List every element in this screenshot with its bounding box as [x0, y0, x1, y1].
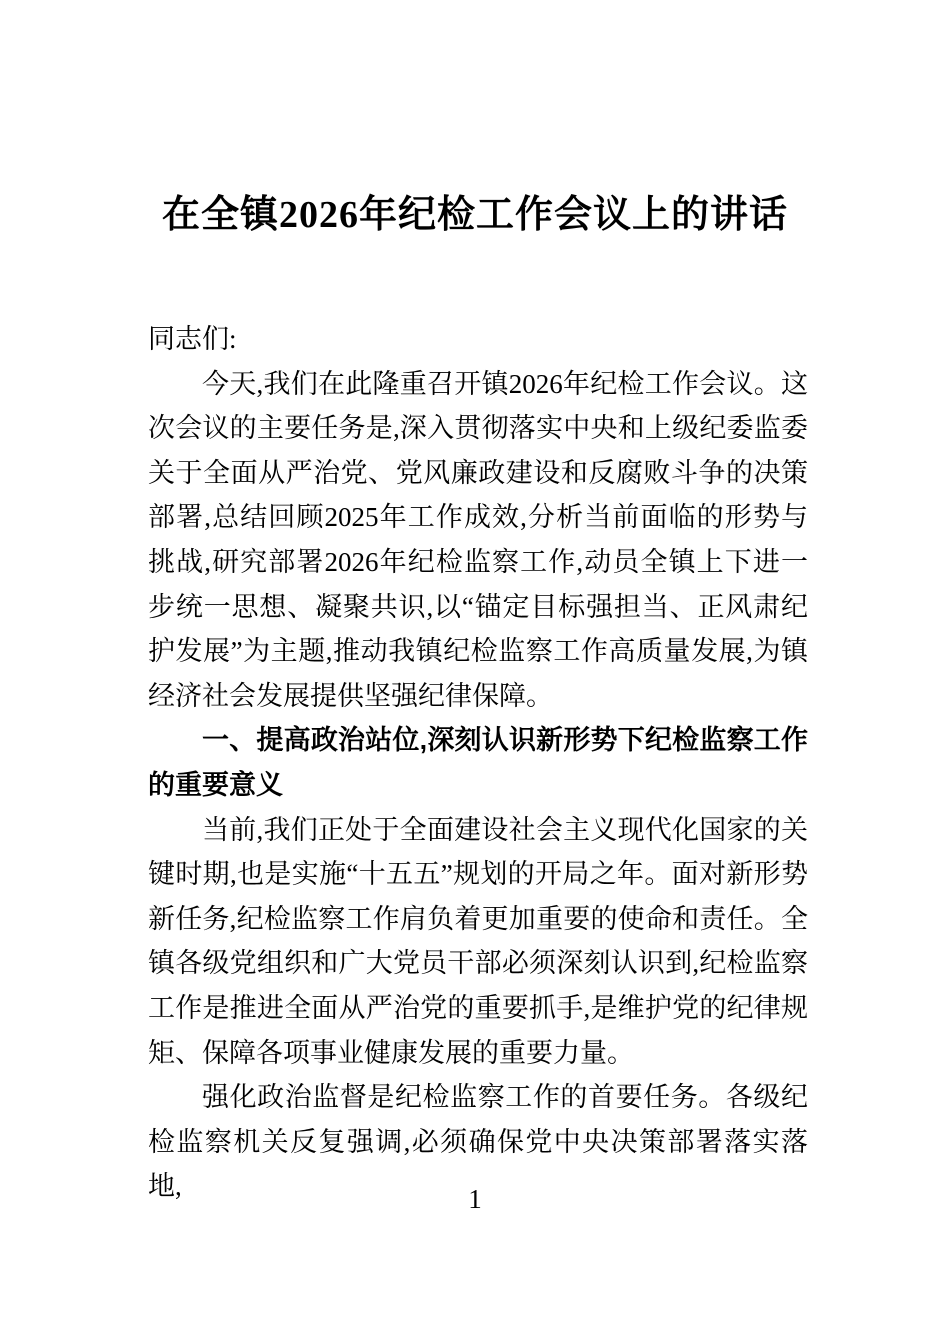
paragraph-political-supervision: 强化政治监督是纪检监察工作的首要任务。各级纪检监察机关反复强调,必须确保党中央决策部署落实落地,	[148, 1082, 808, 1202]
paragraph-intro: 今天,我们在此隆重召开镇2026年纪检工作会议。这次会议的主要任务是,深入贯彻落实中央和上级纪委监委关于全面从严治党、党风廉政建设和反腐败斗争的决策部署,总结回顾2025年工作成效,分析当前面临的形势与挑战,研究部署2026年纪检监察工作,动员全镇上下进一步统一思想、凝聚共识,以“锚定目标强担当、正风肃纪护发展”为主题,推动我镇纪检监察工作高质量发展,为镇经济社会发展提供坚强纪律保障。	[148, 368, 808, 711]
document-body	[148, 317, 808, 1209]
salutation: 同志们:	[148, 324, 237, 354]
document-title: 在全镇2026年纪检工作会议上的讲话	[161, 194, 788, 236]
section-heading-1: 一、提高政治站位,深刻认识新形势下纪检监察工作的重要意义	[148, 725, 808, 800]
paragraph-significance: 当前,我们正处于全面建设社会主义现代化国家的关键时期,也是实施“十五五”规划的开局之年。面对新形势新任务,纪检监察工作肩负着更加重要的使命和责任。全镇各级党组织和广大党员干部必须深刻认识到,纪检监察工作是推进全面从严治党的重要抓手,是维护党的纪律规矩、保障各项事业健康发展的重要力量。	[148, 814, 808, 1068]
page-number: 1	[468, 1184, 482, 1214]
